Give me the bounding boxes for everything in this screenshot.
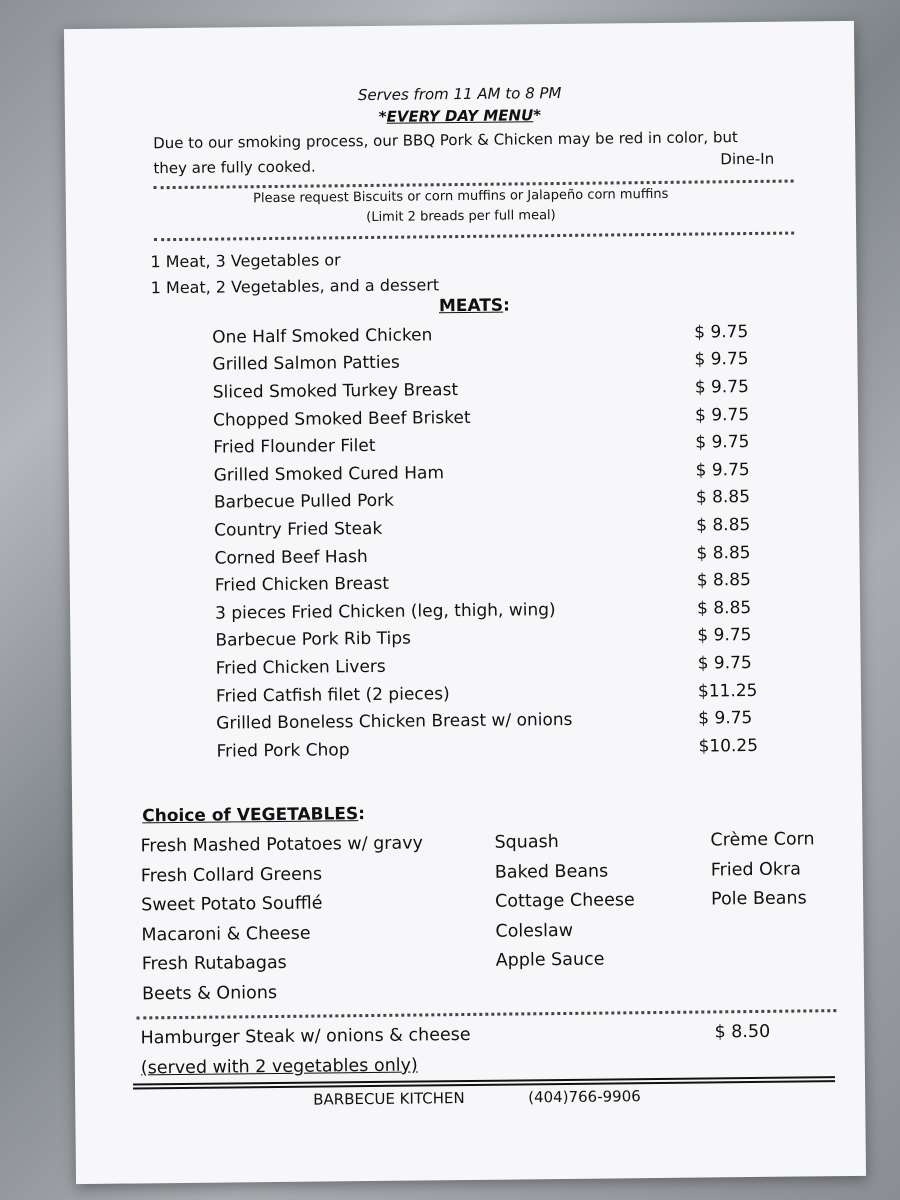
meat-price: $ 9.75	[694, 377, 749, 398]
meat-name: Fried Catfish filet (2 pieces)	[215, 683, 450, 707]
restaurant-name: BARBECUE KITCHEN	[313, 1089, 465, 1109]
meat-name: Chopped Smoked Beef Brisket	[212, 407, 471, 431]
meat-price: $ 9.75	[695, 432, 750, 453]
meat-name: Grilled Boneless Chicken Breast w/ onions	[216, 709, 573, 734]
vegetable-item: Beets & Onions	[141, 982, 278, 1005]
dine-in-label: Dine-In	[720, 149, 775, 169]
vegetable-item: Cottage Cheese	[495, 890, 635, 912]
meat-price: $ 8.85	[696, 570, 751, 591]
meat-item	[216, 732, 776, 765]
meat-price: $ 9.75	[698, 708, 753, 729]
meat-price: $11.25	[697, 680, 758, 702]
vegetables-column-1	[140, 833, 424, 1014]
meat-price: $ 9.75	[695, 459, 750, 481]
combo-line-1: 1 Meat, 3 Vegetables or	[150, 250, 341, 272]
meat-name: Country Fried Steak	[214, 518, 383, 541]
meat-name: Fried Pork Chop	[216, 739, 350, 762]
meat-name: Sliced Smoked Turkey Breast	[212, 380, 459, 403]
vegetable-item: Macaroni & Cheese	[141, 923, 311, 946]
meat-name: Fried Flounder Filet	[213, 436, 376, 458]
meat-price: $ 8.85	[696, 597, 752, 619]
meat-price: $ 9.75	[694, 321, 749, 343]
meat-name: Fried Chicken Breast	[214, 573, 390, 596]
meat-name: One Half Smoked Chicken	[212, 325, 433, 348]
meat-name: Barbecue Pork Rib Tips	[215, 628, 412, 651]
meats-list	[212, 318, 777, 765]
meat-name: Grilled Smoked Cured Ham	[213, 462, 445, 486]
special-item-price: $ 8.50	[714, 1021, 771, 1043]
meat-name: Corned Beef Hash	[214, 546, 368, 569]
vegetable-item: Sweet Potato Soufflé	[141, 893, 323, 916]
bread-note-line-1: Please request Biscuits or corn muffins or Jalapeño corn muffins	[253, 186, 669, 207]
phone-number: (404)766-9906	[528, 1087, 641, 1107]
meat-name: Grilled Salmon Patties	[212, 353, 400, 376]
notice-line-2: they are fully cooked.	[153, 157, 316, 178]
vegetable-item: Coleslaw	[495, 920, 574, 942]
vegetables-heading: Choice of VEGETABLES:	[142, 804, 366, 827]
meat-name: Fried Chicken Livers	[215, 656, 386, 679]
special-item-note: (served with 2 vegetables only)	[140, 1055, 418, 1079]
meat-price: $ 9.75	[697, 625, 752, 646]
vegetables-column-3	[710, 829, 815, 919]
vegetable-item: Baked Beans	[494, 861, 609, 883]
bread-note-line-2: (Limit 2 breads per full meal)	[366, 208, 556, 226]
notice-line-1: Due to our smoking process, our BBQ Pork & Chicken may be red in color, but	[153, 128, 738, 153]
menu-title: *EVERY DAY MENU*	[378, 106, 542, 126]
vegetable-item: Fresh Rutabagas	[141, 953, 287, 975]
meat-price: $ 9.75	[694, 404, 750, 426]
vegetable-item: Pole Beans	[711, 888, 807, 910]
vegetable-item: Fresh Collard Greens	[140, 864, 323, 887]
meat-name: 3 pieces Fried Chicken (leg, thigh, wing)	[214, 599, 556, 624]
vegetable-item: Squash	[494, 832, 559, 853]
meat-price: $ 8.85	[696, 514, 751, 536]
dotted-divider	[154, 232, 794, 242]
vegetable-item: Crème Corn	[710, 829, 815, 851]
hours-text: Serves from 11 AM to 8 PM	[357, 83, 562, 105]
special-item-name: Hamburger Steak w/ onions & cheese	[140, 1024, 471, 1049]
vegetables-column-2	[494, 831, 635, 980]
meats-heading: MEATS:	[438, 295, 511, 317]
meat-price: $ 9.75	[694, 349, 749, 370]
meat-price: $ 8.85	[695, 487, 751, 508]
meat-price: $ 8.85	[696, 542, 751, 564]
meat-price: $10.25	[698, 735, 759, 757]
meat-name: Barbecue Pulled Pork	[213, 491, 395, 513]
vegetable-item: Apple Sauce	[495, 949, 605, 972]
vegetable-item: Fresh Mashed Potatoes w/ gravy	[140, 833, 423, 857]
vegetable-item: Fried Okra	[710, 859, 802, 881]
menu-card	[64, 21, 866, 1184]
meat-price: $ 9.75	[697, 652, 752, 674]
combo-line-2: 1 Meat, 2 Vegetables, and a dessert	[150, 275, 440, 298]
